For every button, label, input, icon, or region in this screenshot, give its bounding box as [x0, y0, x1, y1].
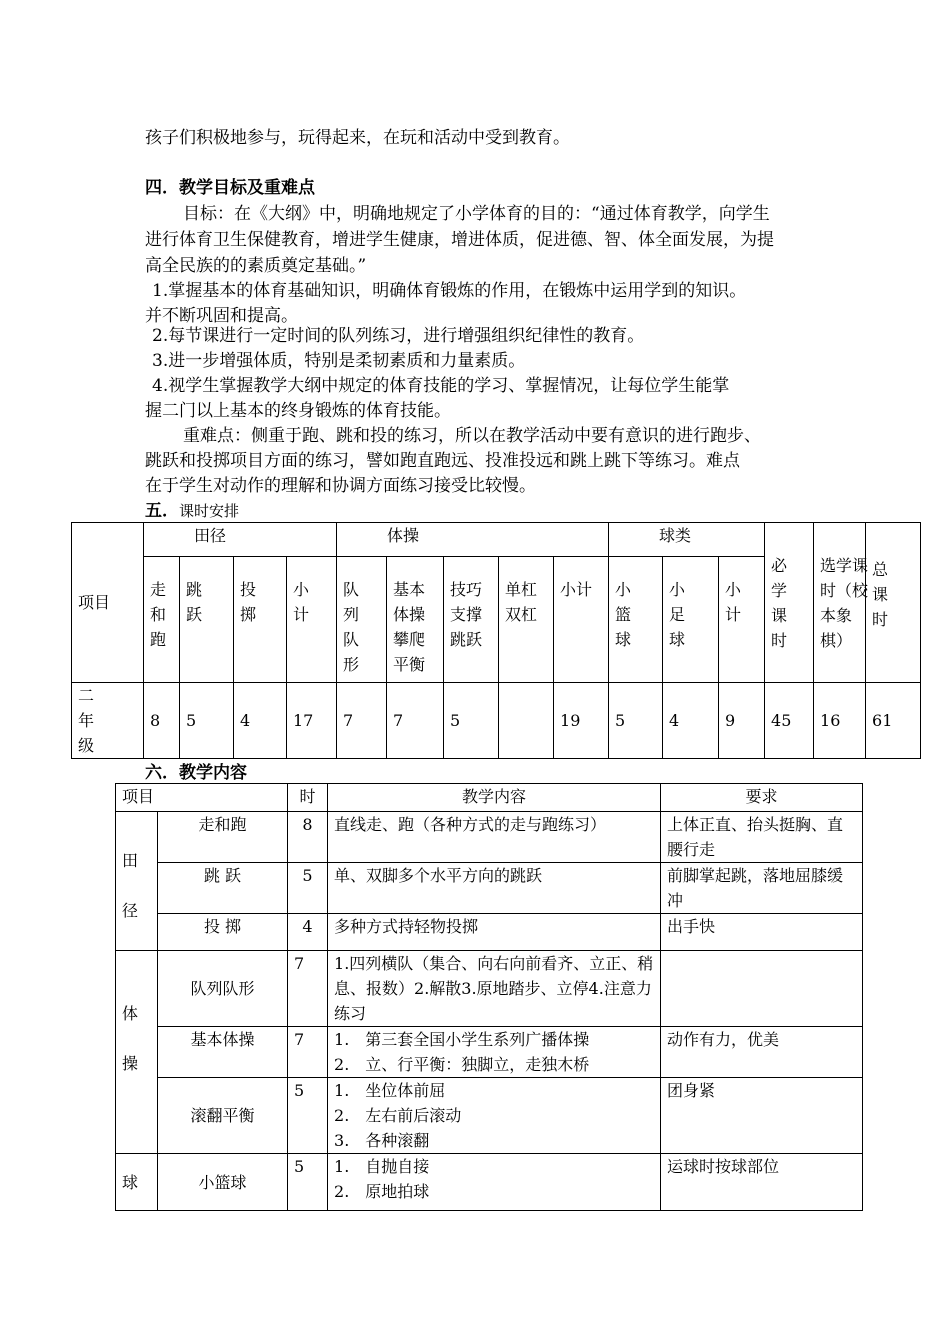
row-content: 直线走、跑（各种方式的走与跑练习） — [328, 812, 661, 863]
row-name: 跳 跃 — [158, 863, 288, 914]
group-ticao: 体操 — [337, 523, 609, 557]
cell-basketball: 5 — [609, 683, 663, 759]
cat-ticao-label: 体操 — [122, 1004, 139, 1073]
goal-item-2: 2.每节课进行一定时间的队列练习，进行增强组织纪律性的教育。 — [152, 326, 645, 346]
cell-bars — [499, 683, 554, 759]
row-requirement: 上体正直、抬头挺胸、直腰行走 — [661, 812, 863, 863]
table-row — [116, 1027, 863, 1078]
goal-line-1: 目标：在《大纲》中，明确地规定了小学体育的目的：“通过体育教学，向学生 — [183, 204, 770, 224]
section6-heading: 六．教学内容 — [145, 763, 247, 783]
goal-item-1a: 1.掌握基本的体育基础知识，明确体育锻炼的作用，在锻炼中运用学到的知识。 — [152, 281, 747, 301]
cell-skill: 5 — [444, 683, 499, 759]
row-content: 1. 坐位体前屈 2. 左右前后滚动 3. 各种滚翻 — [328, 1078, 661, 1154]
hdr-requirement: 要求 — [661, 784, 863, 812]
row-hours: 5 — [288, 1078, 328, 1154]
col-required — [765, 523, 814, 683]
cell-subtotal-1: 17 — [287, 683, 337, 759]
row-content: 1. 自抛自接 2. 原地拍球 — [328, 1154, 661, 1211]
section5-heading-text: 课时安排 — [179, 502, 240, 520]
row-requirement: 团身紧 — [661, 1078, 863, 1154]
group-tianjing: 田径 — [144, 523, 337, 557]
sub-basketball — [609, 557, 663, 683]
goal-item-3: 3.进一步增强体质，特别是柔韧素质和力量素质。 — [152, 351, 526, 371]
row-content: 单、双脚多个水平方向的跳跃 — [328, 863, 661, 914]
sub-formation-label: 队列队形 — [343, 580, 360, 674]
section5-heading — [145, 499, 239, 523]
sub-jump-label: 跳跃 — [186, 580, 203, 624]
sub-subtotal-1-label: 小计 — [293, 580, 310, 624]
col-elective — [814, 523, 869, 683]
row-name: 基本体操 — [158, 1027, 288, 1078]
row-requirement — [661, 951, 863, 1027]
table-row — [72, 683, 921, 759]
cell-throw: 4 — [234, 683, 287, 759]
content-table — [115, 783, 863, 1211]
hdr-hours: 时 — [288, 784, 328, 812]
col-total — [866, 523, 921, 683]
key-line-3: 在于学生对动作的理解和协调方面练习接受比较慢。 — [145, 476, 536, 496]
goal-item-1b: 并不断巩固和提高。 — [145, 306, 298, 326]
key-line-1: 重难点：侧重于跑、跳和投的练习，所以在教学活动中要有意识的进行跑步、 — [183, 426, 761, 446]
row-hours: 4 — [288, 914, 328, 951]
cell-football: 4 — [663, 683, 719, 759]
cell-basic-gym: 7 — [387, 683, 444, 759]
sub-jump — [180, 557, 234, 683]
schedule-table — [71, 522, 921, 759]
cell-jump: 5 — [180, 683, 234, 759]
sub-basic-gym-label: 基本体操攀爬平衡 — [393, 580, 426, 674]
row-name: 走和跑 — [158, 812, 288, 863]
row-name: 滚翻平衡 — [158, 1078, 288, 1154]
cell-subtotal-3: 9 — [719, 683, 765, 759]
row-hours: 7 — [288, 1027, 328, 1078]
sub-subtotal-3-label: 小计 — [725, 580, 742, 624]
goal-line-3: 高全民族的的素质奠定基础。” — [145, 256, 367, 276]
sub-football — [663, 557, 719, 683]
row-name: 小篮球 — [158, 1154, 288, 1211]
group-qiulei: 球类 — [609, 523, 765, 557]
goal-line-2: 进行体育卫生保健教育，增进学生健康，增进体质，促进德、智、体全面发展，为提 — [145, 230, 774, 250]
cat-tianjing — [116, 812, 158, 951]
cat-tianjing-label: 田径 — [122, 851, 139, 920]
row-label — [72, 683, 144, 759]
sub-bars — [499, 557, 554, 683]
table-row — [116, 951, 863, 1027]
sub-subtotal-2: 小计 — [554, 557, 609, 683]
row-requirement: 出手快 — [661, 914, 863, 951]
row-label-text: 二年级 — [78, 686, 95, 755]
key-line-2: 跳跃和投掷项目方面的练习，譬如跑直跑远、投准投远和跳上跳下等练习。难点 — [145, 451, 740, 471]
cat-qiu: 球 — [116, 1154, 158, 1211]
table-row — [116, 1078, 863, 1154]
sub-skill — [444, 557, 499, 683]
row-name: 队列队形 — [158, 951, 288, 1027]
row-content: 多种方式持轻物投掷 — [328, 914, 661, 951]
sub-walk-run-label: 走和跑 — [150, 580, 167, 649]
table-row — [116, 1154, 863, 1211]
section5-heading-num: 五． — [145, 501, 179, 521]
table-row — [116, 812, 863, 863]
goal-item-4a: 4.视学生掌握教学大纲中规定的体育技能的学习、掌握情况，让每位学生能掌 — [152, 376, 730, 396]
row-content: 1.四列横队（集合、向右向前看齐、立正、稍息、报数）2.解散3.原地踏步、立停4.注意力练习 — [328, 951, 661, 1027]
sub-subtotal-3 — [719, 557, 765, 683]
cell-walk-run: 8 — [144, 683, 180, 759]
row-hours: 5 — [288, 863, 328, 914]
row-requirement: 运球时按球部位 — [661, 1154, 863, 1211]
row-requirement: 动作有力，优美 — [661, 1027, 863, 1078]
sub-skill-label: 技巧支撑跳跃 — [450, 580, 483, 649]
sub-throw — [234, 557, 287, 683]
col-elective-label: 选学课时（校本象棋） — [820, 555, 869, 650]
sub-throw-label: 投掷 — [240, 580, 257, 624]
goal-item-4b: 握二门以上基本的终身锻炼的体育技能。 — [145, 401, 451, 421]
sub-basketball-label: 小篮球 — [615, 580, 632, 649]
cell-subtotal-2: 19 — [554, 683, 609, 759]
row-requirement: 前脚掌起跳，落地屈膝缓冲 — [661, 863, 863, 914]
sub-formation — [337, 557, 387, 683]
sub-basic-gym — [387, 557, 444, 683]
table-row — [116, 863, 863, 914]
cell-formation: 7 — [337, 683, 387, 759]
table-row — [116, 914, 863, 951]
col-project: 项目 — [72, 523, 144, 683]
row-hours: 5 — [288, 1154, 328, 1211]
row-name: 投 掷 — [158, 914, 288, 951]
row-hours: 7 — [288, 951, 328, 1027]
sub-bars-label: 单杠双杠 — [505, 580, 538, 624]
sub-football-label: 小足球 — [669, 580, 686, 649]
cell-required: 45 — [765, 683, 814, 759]
sub-subtotal-1 — [287, 557, 337, 683]
row-content: 1. 第三套全国小学生系列广播体操 2. 立、行平衡：独脚立，走独木桥 — [328, 1027, 661, 1078]
col-required-label: 必学课时 — [771, 555, 788, 650]
sub-walk-run — [144, 557, 180, 683]
intro-text: 孩子们积极地参与，玩得起来，在玩和活动中受到教育。 — [145, 128, 570, 148]
col-total-label: 总课时 — [872, 560, 889, 629]
cell-elective: 16 — [814, 683, 866, 759]
hdr-content: 教学内容 — [328, 784, 661, 812]
row-hours: 8 — [288, 812, 328, 863]
section4-heading: 四．教学目标及重难点 — [145, 178, 315, 198]
hdr-project: 项目 — [116, 784, 288, 812]
cat-ticao — [116, 951, 158, 1154]
cell-total: 61 — [866, 683, 921, 759]
